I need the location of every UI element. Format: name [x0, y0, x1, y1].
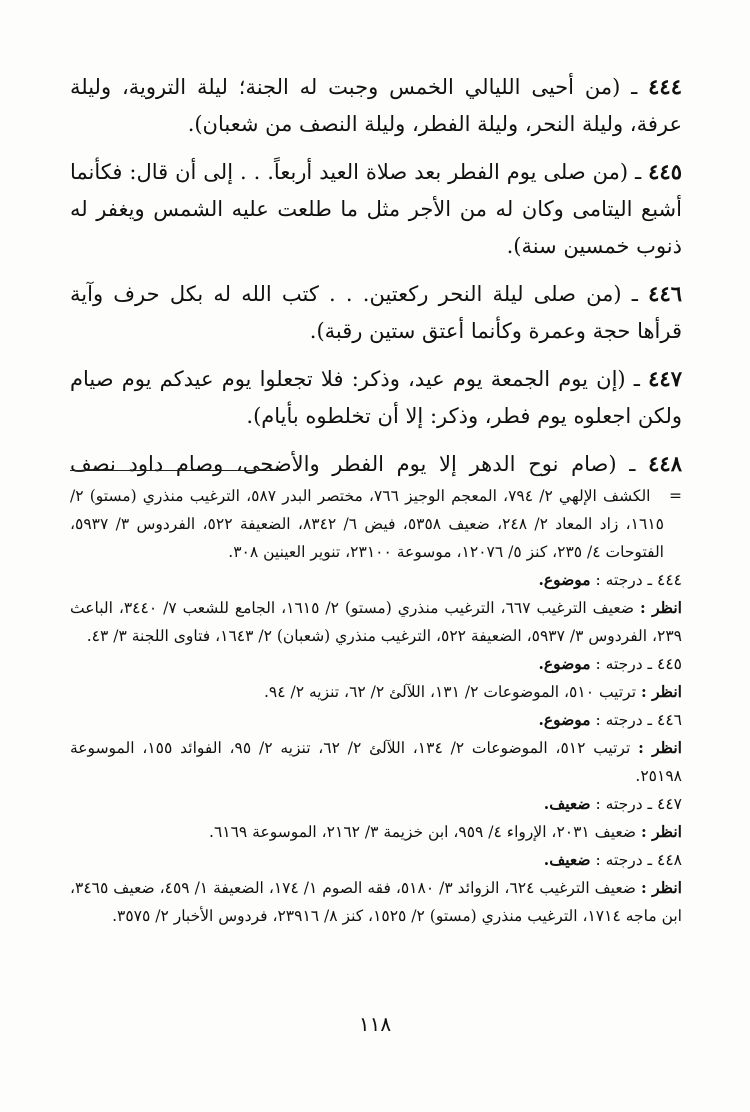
note-number: ٤٤٨	[657, 851, 682, 869]
hadith-number: ٤٤٤	[648, 74, 682, 99]
sources-text: ضعيف الترغيب ٦٦٧، الترغيب منذري (مستو) ٢/ ١٦١٥، الجامع للشعب ٧/ ٣٤٤٠، الباعث ٢٣٩، الفردوس ٣/ ٥٩٣٧، الضعيفة ٥٢٢، الترغيب منذري (شعبان) ٢/ ١٦٤٣، فتاوى اللجنة ٣/ ٤٣.	[70, 599, 682, 645]
grade-value: موضوع.	[538, 710, 591, 729]
grade-line-447	[70, 790, 682, 818]
footnote-continued	[70, 482, 682, 566]
grade-line-444	[70, 566, 682, 594]
note-number: ٤٤٦	[657, 711, 682, 729]
hadith-text: ـ (من أحيى الليالي الخمس وجبت له الجنة؛ ليلة التروية، وليلة عرفة، وليلة النحر، وليلة الفطر، وليلة النصف من شعبان).	[70, 75, 682, 136]
grade-label: ـ درجته :	[595, 655, 653, 673]
sources-text: ترتيب ٥١٢، الموضوعات ٢/ ١٣٤، اللآلئ ٢/ ٦٢، تنزيه ٢/ ٩٥، الفوائد ١٥٥، الموسوعة ٢٥١٩٨.	[70, 739, 682, 785]
hadith-text: ـ (من صلى يوم الفطر بعد صلاة العيد أربعاً. . . إلى أن قال: فكأنما أشبع اليتامى وكان له من الأجر مثل ما طلعت عليه الشمس ويغفر له ذنوب خمسين سنة).	[70, 160, 682, 258]
grade-value: ضعيف.	[543, 794, 591, 813]
hadith-number: ٤٤٧	[648, 366, 682, 391]
hadith-447	[70, 360, 682, 435]
grade-label: ـ درجته :	[595, 795, 653, 813]
continuation-mark: =	[669, 487, 682, 505]
footnotes	[70, 482, 682, 930]
see-label: انظر :	[640, 822, 682, 841]
sources-447	[70, 818, 682, 846]
hadith-text: ـ (من صلى ليلة النحر ركعتين. . . كتب الله له بكل حرف وآية قرأها حجة وعمرة وكأنما أعتق ستين رقبة).	[70, 282, 682, 343]
sources-446	[70, 734, 682, 790]
hadith-444	[70, 68, 682, 143]
grade-line-445	[70, 650, 682, 678]
grade-label: ـ درجته :	[595, 571, 653, 589]
sources-text: ترتيب ٥١٠، الموضوعات ٢/ ١٣١، اللآلئ ٢/ ٦٢، تنزيه ٢/ ٩٤.	[263, 683, 637, 701]
hadith-text: ـ (إن يوم الجمعة يوم عيد، وذكر: فلا تجعلوا يوم عيدكم يوم صيام ولكن اجعلوه يوم فطر، وذكر: إلا أن تخلطوه بأيام).	[70, 367, 682, 428]
main-text	[70, 68, 682, 493]
note-number: ٤٤٤	[657, 571, 682, 589]
see-label: انظر :	[638, 738, 682, 757]
sources-text: ضعيف الترغيب ٦٢٤، الزوائد ٣/ ٥١٨٠، فقه الصوم ١/ ١٧٤، الضعيفة ١/ ٤٥٩، ضعيف ٣٤٦٥، ابن ماجه ١٧١٤، الترغيب منذري (مستو) ٢/ ١٥٢٥، كنز ٨/ ٢٣٩١٦، فردوس الأخبار ٢/ ٣٥٧٥.	[70, 879, 682, 925]
see-label: انظر :	[640, 682, 682, 701]
grade-value: ضعيف.	[543, 850, 591, 869]
hadith-text: ـ (صام نوح الدهر إلا يوم الفطر والأضحى، وصام داود نصف	[70, 452, 636, 476]
sources-444	[70, 594, 682, 650]
page-number: ١١٨	[358, 1012, 392, 1036]
see-label: انظر :	[640, 878, 682, 897]
grade-value: موضوع.	[538, 654, 591, 673]
sources-445	[70, 678, 682, 706]
hadith-number: ٤٤٦	[648, 281, 683, 306]
footnote-divider	[70, 470, 278, 471]
note-number: ٤٤٧	[657, 795, 682, 813]
grade-label: ـ درجته :	[595, 851, 653, 869]
grade-line-446	[70, 706, 682, 734]
hadith-445	[70, 153, 682, 265]
footnote-text: الكشف الإلهي ٢/ ٧٩٤، المعجم الوجيز ٧٦٦، مختصر البدر ٥٨٧، الترغيب منذري (مستو) ٢/ ١٦١٥، زاد المعاد ٢/ ٢٤٨، ضعيف ٥٣٥٨، فيض ٦/ ٨٣٤٢، الضعيفة ٥٢٢، الفردوس ٣/ ٥٩٣٧، الفتوحات ٤/ ٢٣٥، كنز ٥/ ١٢٠٧٦، موسوعة ٢٣١٠٠، تنوير العينين ٣٠٨.	[70, 487, 664, 561]
grade-label: ـ درجته :	[595, 711, 653, 729]
see-label: انظر :	[639, 598, 682, 617]
hadith-446	[70, 275, 682, 350]
grade-line-448	[70, 846, 682, 874]
sources-448	[70, 874, 682, 930]
grade-value: موضوع.	[538, 570, 591, 589]
note-number: ٤٤٥	[657, 655, 682, 673]
hadith-448	[70, 445, 682, 483]
sources-text: ضعيف ٢٠٣١، الإرواء ٤/ ٩٥٩، ابن خزيمة ٣/ ٢١٦٢، الموسوعة ٦١٦٩.	[209, 823, 637, 841]
hadith-number: ٤٤٥	[648, 159, 682, 184]
hadith-number: ٤٤٨	[648, 451, 682, 476]
